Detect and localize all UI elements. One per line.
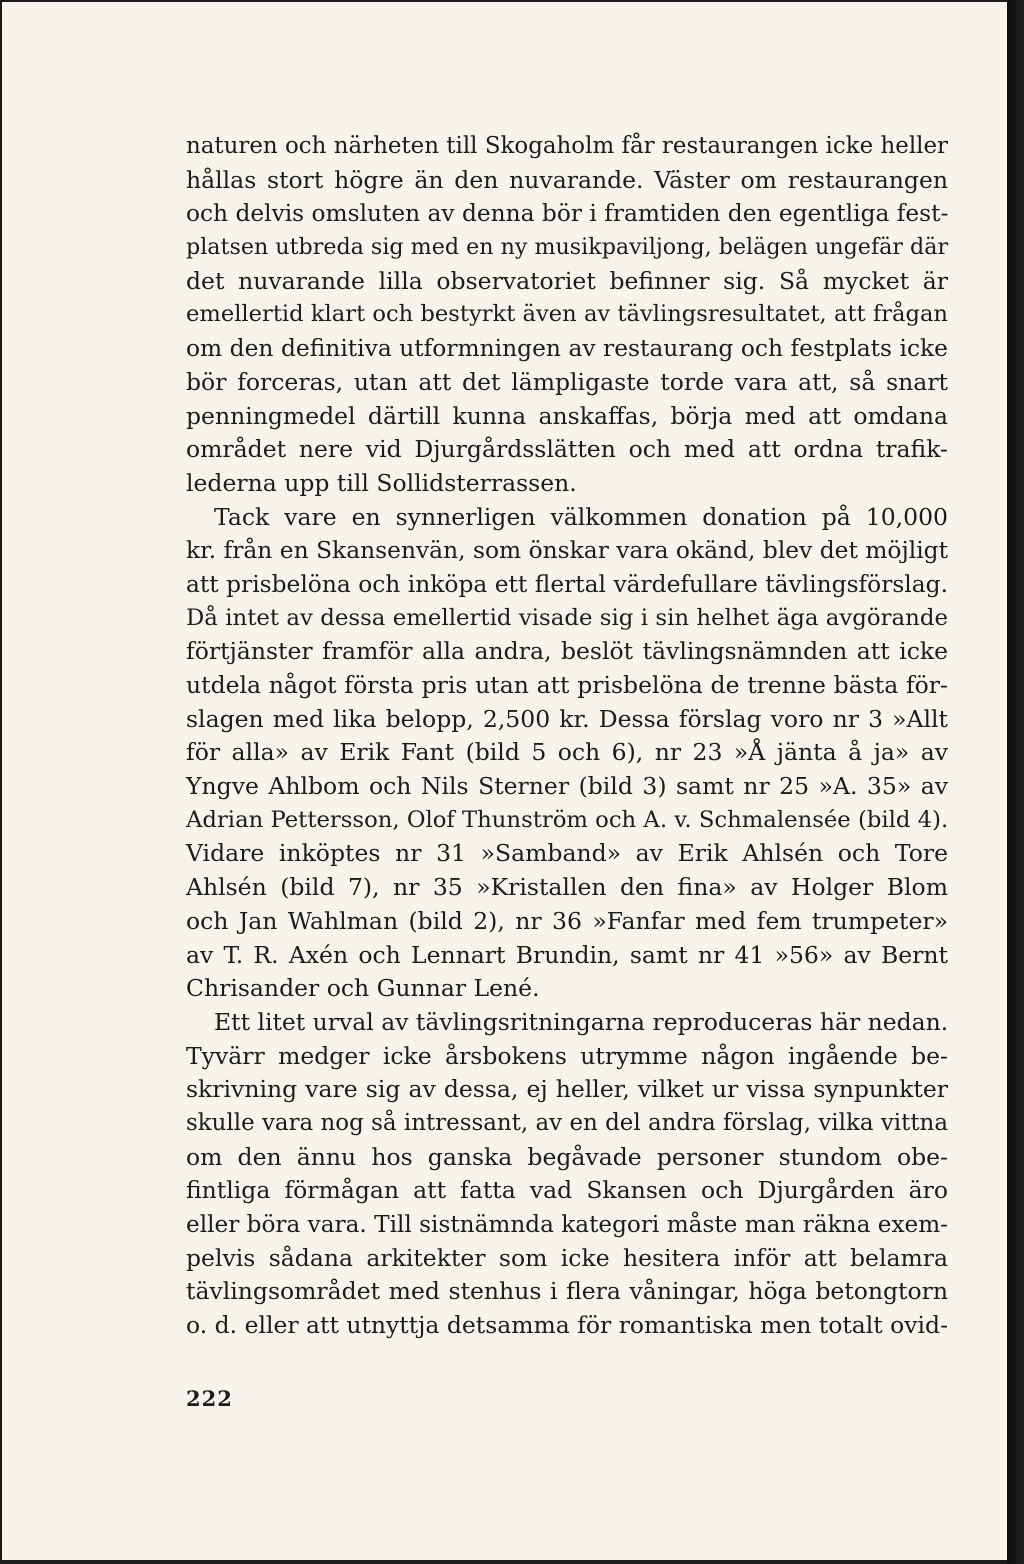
text-line: Ahlsén (bild 7), nr 35 »Kristallen den fina» av Holger Blom (186, 873, 948, 902)
text-line: bör forceras, utan att det lämpligaste torde vara att, så snart (186, 367, 948, 396)
text-line: platsen utbreda sig med en ny musikpaviljong, belägen ungefär där (186, 234, 949, 261)
text-line: Då intet av dessa emellertid visade sig i sin helhet äga avgörande (186, 604, 948, 631)
text-line: förtjänster framför alla andra, beslöt tävlingsnämnden att icke (186, 637, 948, 666)
text-line: att prisbelöna och inköpa ett flertal värdefullare tävlingsförslag. (186, 570, 948, 598)
text-line: skulle vara nog så intressant, av en del andra förslag, vilka vittna (186, 1109, 948, 1136)
text-line: utdela något första pris utan att prisbelöna de trenne bästa för- (186, 671, 948, 699)
paragraph-1 (186, 130, 948, 501)
paragraph-2 (186, 501, 948, 1006)
text-line: och delvis omsluten av denna bör i framtiden den egentliga fest- (186, 200, 949, 228)
body-text (186, 130, 948, 1343)
text-line: det nuvarande lilla observatoriet befinner sig. Så mycket är (186, 266, 948, 295)
text-line: om den definitiva utformningen av restaurang och festplats icke (186, 334, 948, 363)
text-line: tävlingsområdet med stenhus i flera våningar, höga betongtorn (186, 1277, 948, 1306)
text-line: Tack vare en synnerligen välkommen donation på 10,000 (214, 502, 948, 531)
text-line: pelvis sådana arkitekter som icke hesitera inför att belamra (186, 1243, 948, 1272)
text-line: och Jan Wahlman (bild 2), nr 36 »Fanfar med fem trumpeter» (186, 906, 948, 935)
page-number: 222 (186, 1386, 233, 1411)
text-line: penningmedel därtill kunna anskaffas, börja med att omdana (186, 401, 948, 430)
text-line: o. d. eller att utnyttja detsamma för romantiska men totalt ovid- (186, 1311, 949, 1340)
text-line: naturen och närheten till Skogaholm får restaurangen icke heller (186, 133, 948, 159)
text-line: kr. från en Skansenvän, som önskar vara okänd, blev det möjligt (186, 536, 948, 565)
text-line: hållas stort högre än den nuvarande. Väster om restaurangen (186, 165, 948, 194)
text-line: området nere vid Djurgårdsslätten och med att ordna trafik- (186, 435, 948, 464)
text-line: av T. R. Axén och Lennart Brundin, samt nr 41 »56» av Bernt (186, 940, 948, 969)
text-line: Chrisander och Gunnar Lené. (186, 974, 540, 1003)
text-line: lederna upp till Sollidsterrassen. (186, 468, 577, 497)
text-line: skrivning vare sig av dessa, ej heller, vilket ur vissa synpunkter (186, 1075, 948, 1104)
text-line: Tyvärr medger icke årsbokens utrymme någon ingående be- (186, 1041, 948, 1070)
book-page (2, 2, 1007, 1560)
text-line: Yngve Ahlbom och Nils Sterner (bild 3) samt nr 25 »A. 35» av (186, 772, 948, 801)
text-line: eller böra vara. Till sistnämnda kategori måste man räkna exem- (186, 1211, 948, 1238)
text-line: Ett litet urval av tävlingsritningarna reproduceras här nedan. (214, 1007, 949, 1036)
text-line: Adrian Pettersson, Olof Thunström och A. v. Schmalensée (bild 4). (186, 806, 949, 833)
paragraph-3 (186, 1006, 948, 1343)
scan-edge (1007, 0, 1024, 1564)
text-line: emellertid klart och bestyrkt även av tävlingsresultatet, att frågan (186, 301, 948, 328)
text-line: för alla» av Erik Fant (bild 5 och 6), nr 23 »Å jänta å ja» av (186, 738, 948, 767)
text-line: slagen med lika belopp, 2,500 kr. Dessa förslag voro nr 3 »Allt (186, 704, 948, 733)
text-line: Vidare inköptes nr 31 »Samband» av Erik Ahlsén och Tore (186, 839, 948, 868)
text-line: fintliga förmågan att fatta vad Skansen och Djurgården äro (186, 1176, 948, 1205)
text-line: om den ännu hos ganska begåvade personer stundom obe- (186, 1142, 948, 1171)
